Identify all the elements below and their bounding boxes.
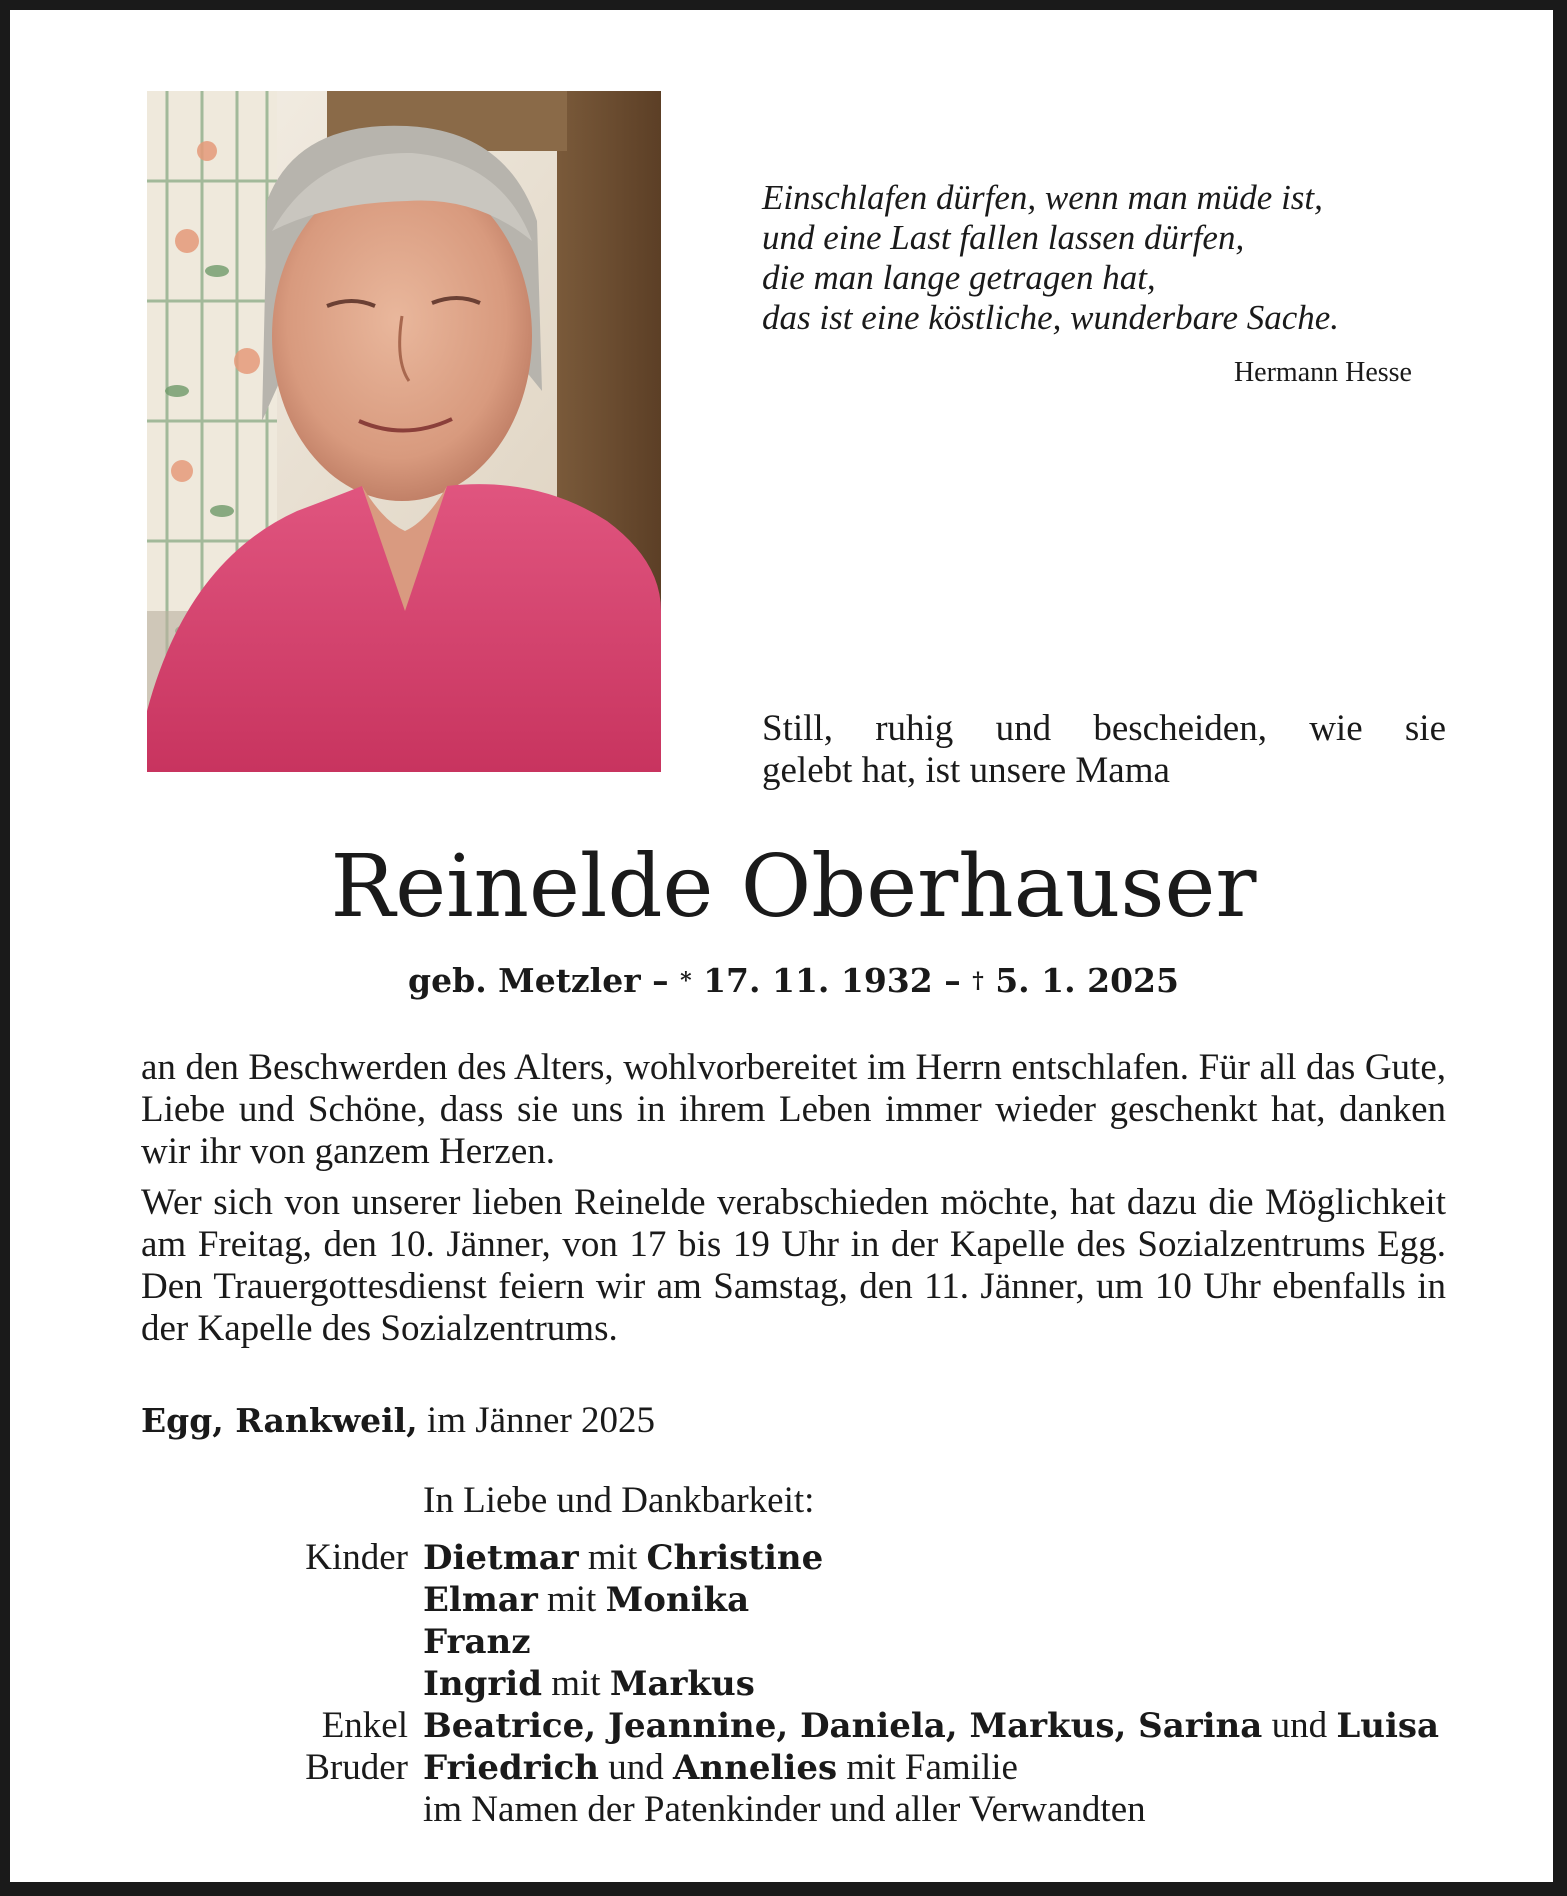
family-name: Elmar <box>423 1580 538 1620</box>
family-row <box>260 1537 1460 1579</box>
relation-label: Kinder <box>305 1537 408 1578</box>
death-date: 5. 1. 2025 <box>983 961 1179 1000</box>
other-relatives: im Namen der Patenkinder und aller Verwandten <box>423 1789 1146 1830</box>
hesse-quote <box>762 178 1422 338</box>
family-names <box>423 1705 1439 1747</box>
family-name: Franz <box>423 1622 531 1662</box>
family-names <box>423 1663 755 1705</box>
family-name: Christine <box>646 1538 824 1578</box>
relation-label: Bruder <box>305 1747 408 1788</box>
intro-text <box>762 708 1446 792</box>
family-row <box>260 1579 1460 1621</box>
family-name: Friedrich <box>423 1748 600 1788</box>
joiner: und <box>1262 1705 1337 1746</box>
family-names <box>423 1747 1018 1789</box>
joiner: mit <box>578 1537 647 1578</box>
joiner: mit <box>537 1579 606 1620</box>
family-names <box>423 1579 749 1621</box>
quote-line: Einschlafen dürfen, wenn man müde ist, <box>762 178 1323 217</box>
body-paragraph: an den Beschwerden des Alters, wohlvorbereitet im Herrn entschlafen. Für all das Gute, Liebe und Schöne, dass sie uns in ihrem Leben immer wieder geschenkt hat, danken wir ihr von ganzem Herzen. <box>141 1047 1446 1172</box>
place-and-date <box>141 1399 1041 1442</box>
family-list <box>260 1537 1460 1831</box>
body-paragraph: Wer sich von unserer lieben Reinelde verabschieden möchte, hat dazu die Möglichkeit am Freitag, den 10. Jänner, von 17 bis 19 Uhr in der Kapelle des Sozialzentrums Egg. Den Trauergottesdienst feiern wir am Samstag, den 11. Jänner, um 10 Uhr ebenfalls in der Kapelle des Sozialzentrums. <box>141 1182 1446 1349</box>
portrait-photo <box>147 91 661 772</box>
family-name: Beatrice, Jeannine, Daniela, Markus, Sarina <box>423 1706 1263 1746</box>
family-name: Luisa <box>1336 1706 1440 1746</box>
intro-line: gelebt hat, ist unsere Mama <box>762 750 1170 791</box>
joiner: mit <box>542 1663 610 1704</box>
birth-star-icon: * <box>680 968 692 994</box>
towns: Egg, Rankweil, <box>141 1401 418 1440</box>
relation-label: Enkel <box>321 1705 408 1746</box>
life-dates <box>10 961 1567 1000</box>
quote-line: das ist eine köstliche, wunderbare Sache. <box>762 298 1340 337</box>
family-name: Ingrid <box>423 1664 542 1704</box>
closing-line: In Liebe und Dankbarkeit: <box>423 1480 815 1521</box>
family-name: Monika <box>605 1580 750 1620</box>
dash: – <box>640 961 681 1000</box>
quote-line: die man lange getragen hat, <box>762 258 1156 297</box>
quote-line: und eine Last fallen lassen dürfen, <box>762 218 1245 257</box>
notice-date: im Jänner 2025 <box>417 1400 656 1441</box>
joiner: und <box>599 1747 674 1788</box>
family-name: Annelies <box>673 1748 838 1788</box>
deceased-name: Reinelde Oberhauser <box>330 837 1257 937</box>
maiden-name: geb. Metzler <box>408 961 641 1000</box>
intro-line: Still, ruhig und bescheiden, wie sie <box>762 708 1446 749</box>
birth-date: 17. 11. 1932 <box>691 961 933 1000</box>
family-name: Markus <box>609 1664 755 1704</box>
family-row <box>260 1747 1460 1789</box>
death-cross-icon: † <box>972 968 984 994</box>
dash: – <box>932 961 973 1000</box>
joiner: mit Familie <box>837 1747 1018 1788</box>
obituary-body <box>141 1047 1446 1359</box>
family-names <box>423 1537 823 1579</box>
family-row <box>260 1705 1460 1747</box>
family-row <box>260 1663 1460 1705</box>
family-name: Dietmar <box>423 1538 579 1578</box>
family-row <box>260 1621 1460 1663</box>
family-names <box>423 1621 531 1663</box>
family-row <box>260 1789 1460 1831</box>
quote-author: Hermann Hesse <box>1233 357 1412 388</box>
